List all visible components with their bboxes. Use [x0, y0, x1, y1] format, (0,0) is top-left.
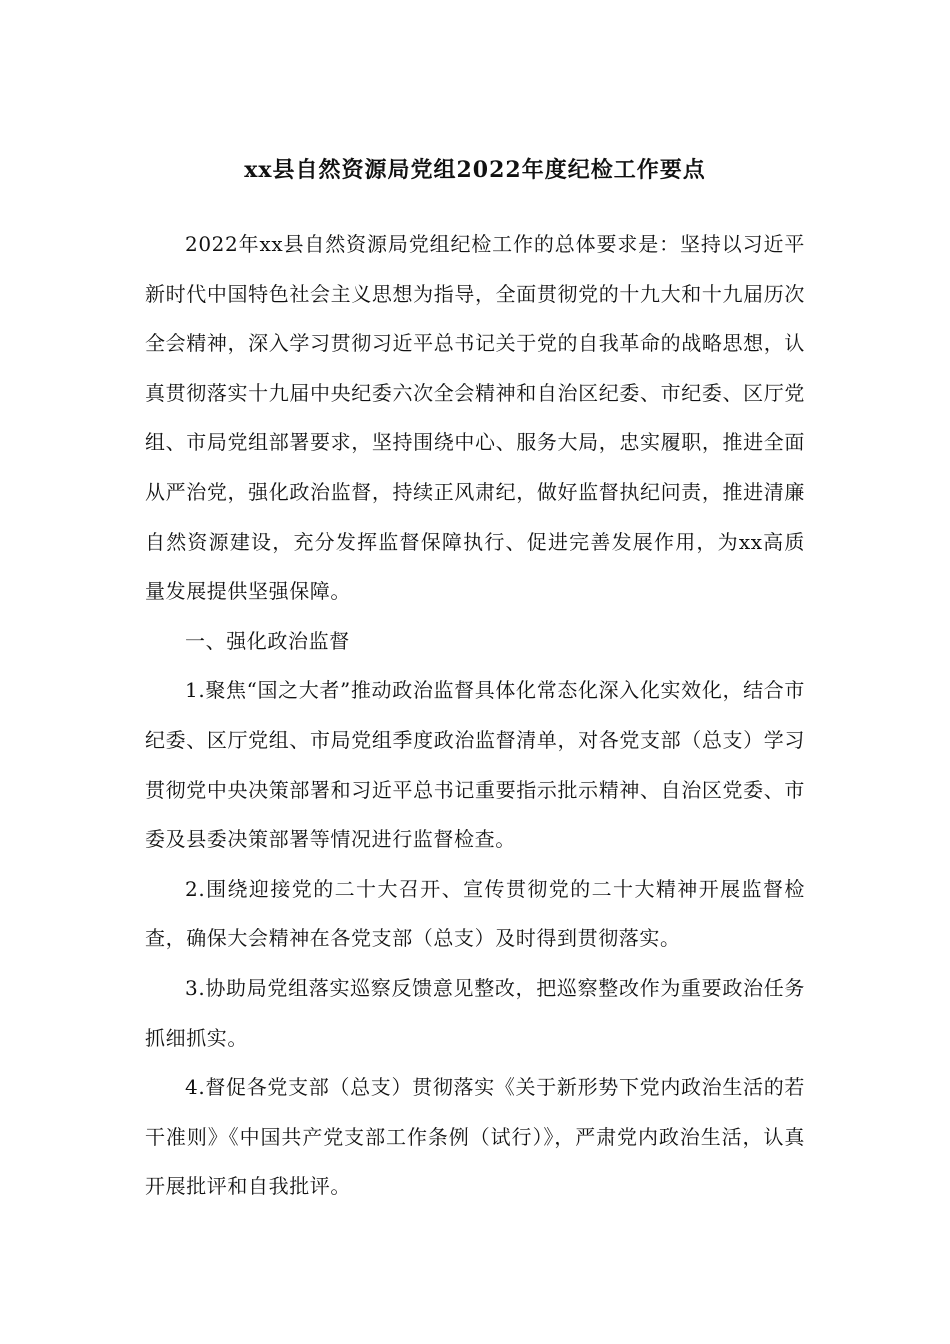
section-heading: 一、强化政治监督 [185, 628, 350, 653]
document-body [145, 220, 805, 1212]
intro-paragraph: 2022年xx县自然资源局党组纪检工作的总体要求是：坚持以习近平新时代中国特色社会主义思想为指导，全面贯彻党的十九大和十九届历次全会精神，深入学习贯彻习近平总书记关于党的自我革命的战略思想，认真贯彻落实十九届中央纪委六次全会精神和自治区纪委、市纪委、区厅党组、市局党组部署要求，坚持围绕中心、服务大局，忠实履职，推进全面从严治党，强化政治监督，持续正风肃纪，做好监督执纪问责，推进清廉自然资源建设，充分发挥监督保障执行、促进完善发展作用，为xx高质量发展提供坚强保障。 [145, 232, 805, 604]
list-item-4: 4.督促各党支部（总支）贯彻落实《关于新形势下党内政治生活的若干准则》《中国共产党支部工作条例（试行）》，严肃党内政治生活，认真开展批评和自我批评。 [145, 1075, 805, 1199]
list-item-2: 2.围绕迎接党的二十大召开、宣传贯彻党的二十大精神开展监督检查，确保大会精神在各党支部（总支）及时得到贯彻落实。 [145, 876, 805, 951]
list-item-3: 3.协助局党组落实巡察反馈意见整改，把巡察整改作为重要政治任务抓细抓实。 [145, 975, 805, 1050]
list-item-1: 1.聚焦“国之大者”推动政治监督具体化常态化深入化实效化，结合市纪委、区厅党组、市局党组季度政治监督清单，对各党支部（总支）学习贯彻党中央决策部署和习近平总书记重要指示批示精神、自治区党委、市委及县委决策部署等情况进行监督检查。 [145, 678, 805, 852]
document-title: xx县自然资源局党组2022年度纪检工作要点 [244, 157, 706, 183]
